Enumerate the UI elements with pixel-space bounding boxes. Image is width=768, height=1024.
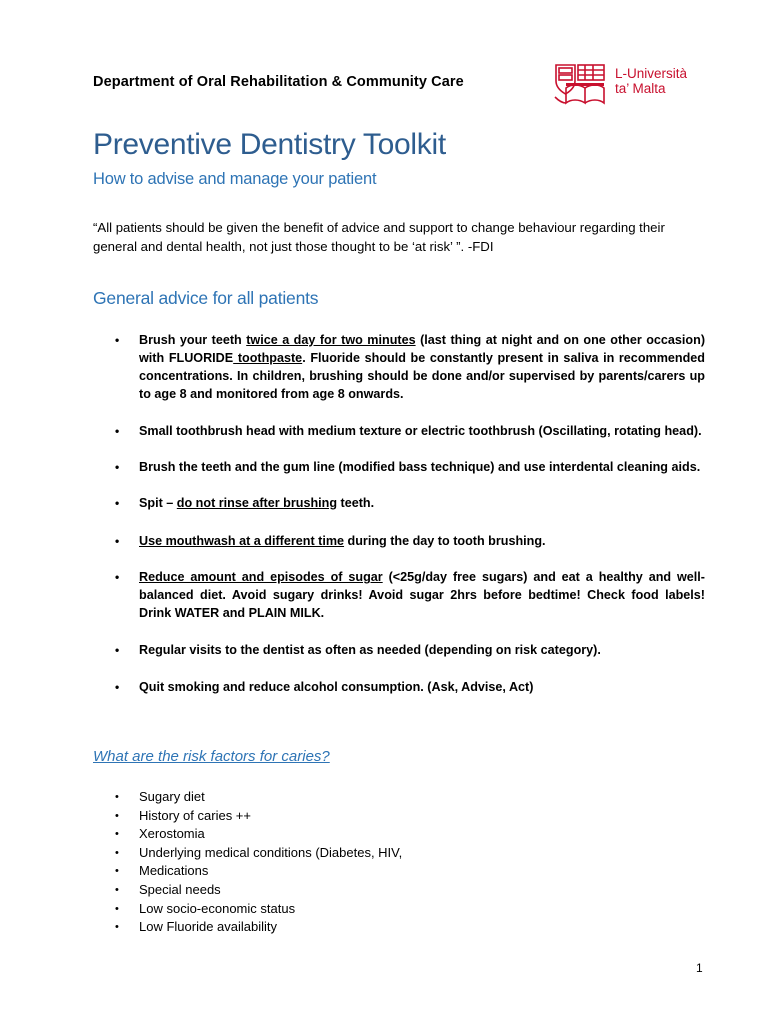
bullet-icon: • bbox=[115, 460, 120, 474]
bullet-icon: • bbox=[115, 570, 120, 584]
list-item: • Brush the teeth and the gum line (modified bass technique) and use interdental cleaning aids. bbox=[115, 460, 701, 474]
list-item: • Sugary diet bbox=[93, 788, 402, 807]
bullet-icon: • bbox=[115, 680, 120, 694]
page-subtitle: How to advise and manage your patient bbox=[93, 170, 377, 188]
list-item: • Medications bbox=[93, 862, 402, 881]
page-number: 1 bbox=[696, 961, 703, 975]
list-item: • Use mouthwash at a different time during the day to tooth brushing. bbox=[115, 534, 546, 548]
list-item: • Quit smoking and reduce alcohol consumption. (Ask, Advise, Act) bbox=[115, 680, 534, 694]
general-advice-list bbox=[93, 331, 705, 696]
department-name: Department of Oral Rehabilitation & Community Care bbox=[93, 74, 464, 90]
bullet-icon: • bbox=[115, 828, 119, 841]
bullet-icon: • bbox=[115, 496, 120, 510]
university-crest-icon bbox=[553, 62, 607, 106]
list-item: • Low Fluoride availability bbox=[93, 918, 402, 937]
bullet-icon: • bbox=[115, 846, 119, 859]
logo-line-2: ta’ Malta bbox=[615, 81, 666, 96]
bullet-icon: • bbox=[115, 865, 119, 878]
list-item: • Spit – do not rinse after brushing teeth. bbox=[115, 496, 375, 510]
bullet-icon: • bbox=[115, 424, 120, 438]
bullet-icon: • bbox=[115, 534, 120, 548]
logo-line-1: L-Università bbox=[615, 66, 688, 81]
university-logo bbox=[553, 62, 713, 106]
bullet-icon: • bbox=[115, 883, 119, 896]
bullet-icon: • bbox=[115, 791, 119, 803]
list-item: • Low socio-economic status bbox=[93, 900, 402, 919]
risk-factors-list bbox=[93, 788, 402, 937]
list-item: • Small toothbrush head with medium texture or electric toothbrush (Oscillating, rotating head). bbox=[115, 424, 702, 438]
bullet-icon: • bbox=[115, 902, 119, 915]
general-advice-heading: General advice for all patients bbox=[93, 288, 319, 308]
list-item: • Brush your teeth twice a day for two minutes (last thing at night and on one other occasion) with FLUORIDE toothpaste. Fluoride should be constantly present in saliva in recommended concentrations. In children, brushing should be done and/or supervised by parents/carers up to age 8 and monitored from age 8 onwards. bbox=[115, 333, 706, 401]
bullet-icon: • bbox=[115, 333, 120, 347]
university-logo-text bbox=[615, 66, 687, 96]
list-item: • Reduce amount and episodes of sugar (<25g/day free sugars) and eat a healthy and well-balanced diet. Avoid sugary drinks! Avoid sugar 2hrs before bedtime! Check food labels! Drink WATER and PLAIN MILK. bbox=[115, 570, 705, 620]
list-item: • Regular visits to the dentist as often as needed (depending on risk category). bbox=[115, 643, 601, 657]
bullet-icon: • bbox=[115, 643, 120, 657]
list-item: • Underlying medical conditions (Diabetes, HIV, bbox=[93, 844, 402, 863]
page-title: Preventive Dentistry Toolkit bbox=[93, 128, 446, 161]
risk-factors-heading: What are the risk factors for caries? bbox=[93, 748, 330, 765]
bullet-icon: • bbox=[115, 921, 119, 934]
bullet-icon: • bbox=[115, 809, 119, 822]
list-item: • Special needs bbox=[93, 881, 402, 900]
list-item: • Xerostomia bbox=[93, 825, 402, 844]
list-item: • History of caries ++ bbox=[93, 807, 402, 826]
fdi-quote: “All patients should be given the benefit of advice and support to change behaviour regarding their general and dental health, not just those thought to be ‘at risk’ ”. -FDI bbox=[93, 220, 665, 254]
